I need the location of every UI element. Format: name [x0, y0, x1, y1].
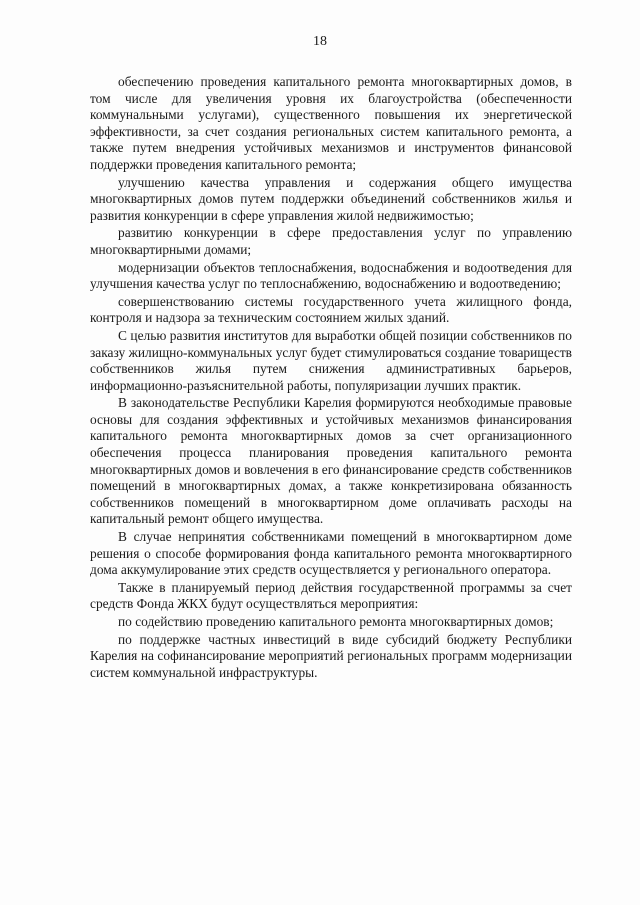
paragraph: В случае непринятия собственниками помещений в многоквартирном доме решения о способе формирования фонда капитального ремонта многоквартирного дома аккумулирование этих средств осуществляется у регионального оператора. — [90, 529, 572, 578]
paragraph: развитию конкуренции в сфере предоставления услуг по управлению многоквартирными домами; — [90, 225, 572, 257]
paragraph: обеспечению проведения капитального ремонта многоквартирных домов, в том числе для увеличения уровня их благоустройства (обеспеченности коммунальными услугами), существенного повышения их энергетической эффективности, за счет создания региональных систем капитального ремонта, а также путем внедрения устойчивых механизмов и инструментов финансовой поддержки проведения капитального ремонта; — [90, 74, 572, 172]
paragraph: по поддержке частных инвестиций в виде субсидий бюджету Республики Карелия на софинансирование мероприятий региональных программ модернизации систем коммунальной инфраструктуры. — [90, 631, 572, 680]
paragraph: С целью развития институтов для выработки общей позиции собственников по заказу жилищно-коммунальных услуг будет стимулироваться создание товариществ собственников жилья путем снижения административных барьеров, информационно-разъяснительной работы, популяризации лучших практик. — [90, 327, 572, 393]
paragraph: В законодательстве Республики Карелия формируются необходимые правовые основы для создания эффективных и устойчивых механизмов финансирования капитального ремонта многоквартирных домов за счет организационного обеспечения процесса планирования проведения капитального ремонта многоквартирных домов и вовлечения в его финансирование средств собственников помещений в многоквартирных домах, а также конкретизирована обязанность собственников помещений в многоквартирном доме оплачивать расходы на капитальный ремонт общего имущества. — [90, 395, 572, 527]
page-body — [90, 74, 572, 682]
paragraph: улучшению качества управления и содержания общего имущества многоквартирных домов путем поддержки объединений собственников жилья и развития конкуренции в сфере управления жилой недвижимостью; — [90, 174, 572, 223]
page-number: 18 — [313, 34, 327, 49]
paragraph: Также в планируемый период действия государственной программы за счет средств Фонда ЖКХ будут осуществляться мероприятия: — [90, 579, 572, 612]
paragraph: модернизации объектов теплоснабжения, водоснабжения и водоотведения для улучшения качества услуг по теплоснабжению, водоснабжению и водоотведению; — [90, 259, 572, 292]
paragraph: по содействию проведению капитального ремонта многоквартирных домов; — [118, 614, 554, 629]
paragraph: совершенствованию системы государственного учета жилищного фонда, контроля и надзора за техническим состоянием жилых зданий. — [90, 293, 572, 326]
